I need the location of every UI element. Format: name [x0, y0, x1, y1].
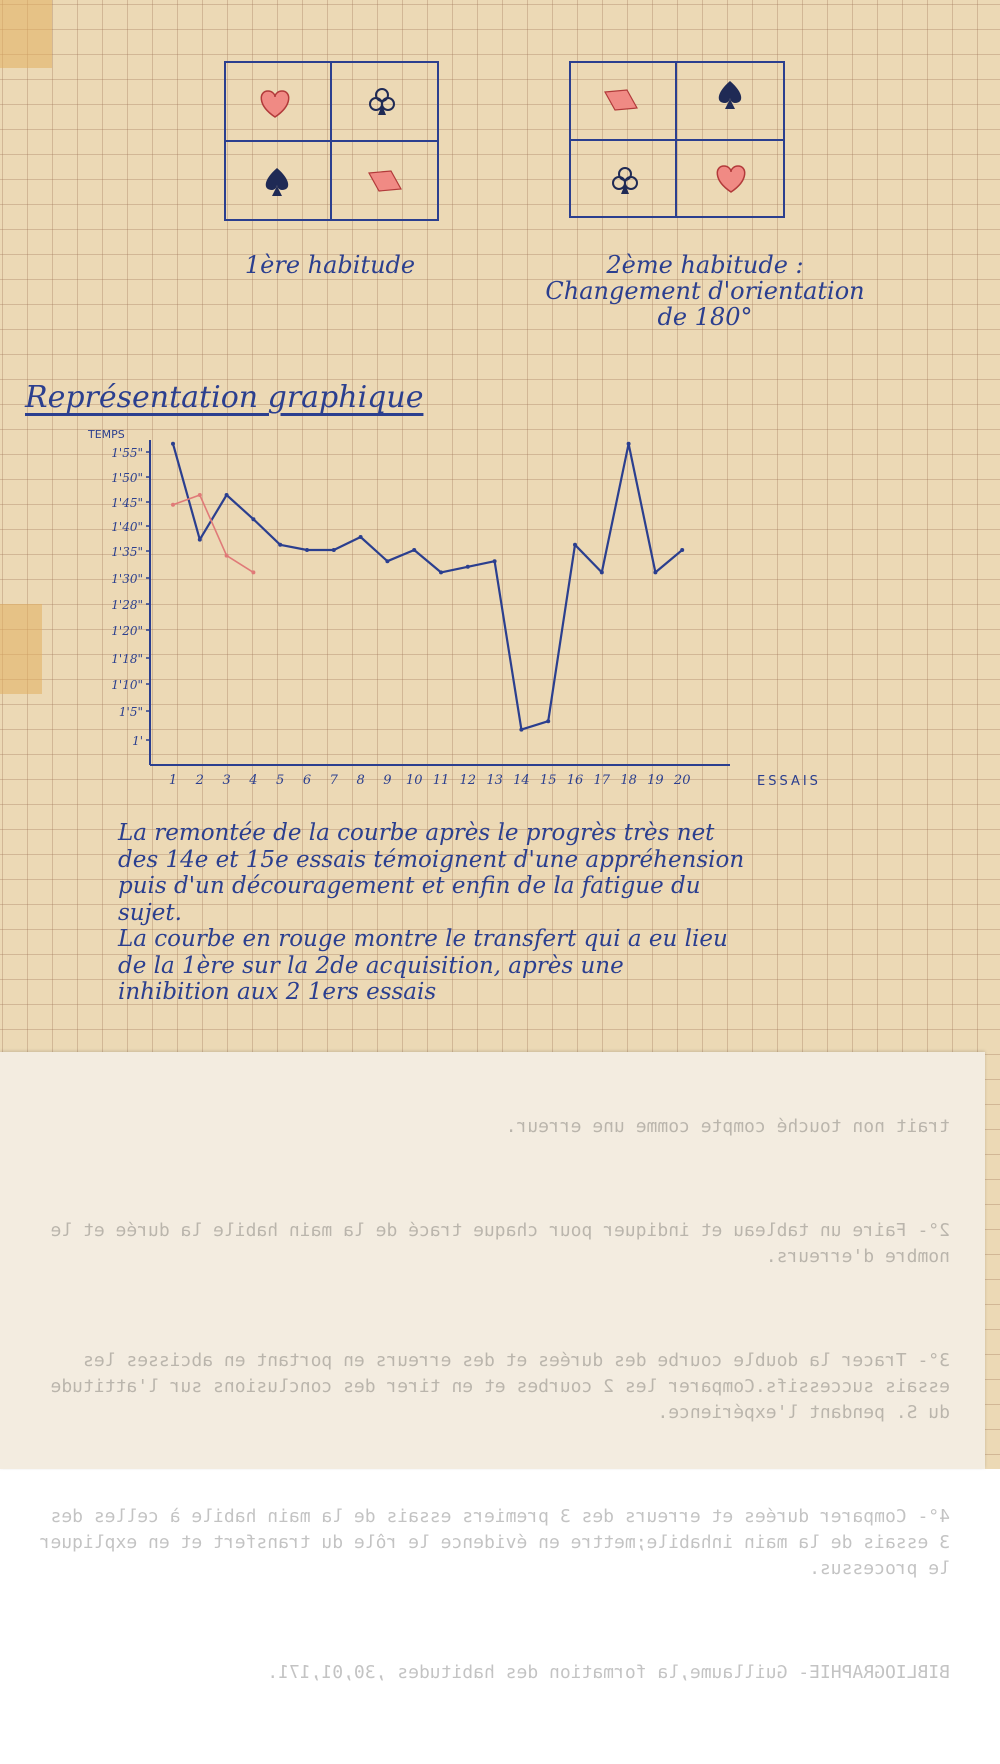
overlaid-typed-sheet — [0, 1052, 985, 1683]
data-point — [466, 565, 470, 569]
x-tick-label: 5 — [276, 773, 285, 788]
data-point — [519, 728, 523, 732]
x-tick-label: 2 — [195, 773, 204, 788]
comment-text — [118, 820, 968, 1006]
data-point — [546, 719, 550, 723]
data-point — [600, 570, 604, 574]
y-tick-label: 1'5" — [118, 705, 143, 719]
data-point — [225, 554, 229, 558]
habit2-orientation: Changement d'orientation — [545, 277, 865, 305]
comment-line: inhibition aux 2 1ers essais — [118, 979, 437, 1005]
x-tick-label: 19 — [647, 773, 664, 788]
mirrored-typed-text — [30, 1062, 950, 1764]
comment-line: sujet. — [118, 899, 182, 926]
data-point — [627, 442, 631, 446]
typed-line: BIBLIOGRAPHIE- Guillaume,la formation des habitudes ,30,01,171. — [267, 1662, 950, 1683]
typed-line: 3°- Tracer la double courbe des durées et des erreurs en portant en abcisses les essais successifs.Comparer les 2 courbes et en tirer des conclusions sur l'attitude du S. pendant l'expérience. — [39, 1350, 950, 1423]
typed-line: trait non touché compte comme une erreur. — [505, 1116, 950, 1137]
x-tick-label: 14 — [513, 773, 530, 788]
data-point — [198, 538, 202, 542]
data-point — [493, 559, 497, 563]
data-point — [653, 570, 657, 574]
y-tick-label: 1'50" — [111, 471, 143, 485]
x-tick-label: 17 — [593, 773, 611, 788]
x-tick-label: 15 — [539, 773, 557, 788]
data-point — [171, 503, 175, 507]
y-tick-label: 1'20" — [111, 624, 143, 638]
data-point — [439, 570, 443, 574]
section-title: Représentation graphique — [25, 380, 424, 415]
x-tick-label: 13 — [486, 773, 503, 788]
x-tick-label: 16 — [566, 773, 584, 788]
y-tick-label: 1'35" — [111, 545, 143, 559]
data-point — [359, 535, 363, 539]
y-tick-label: 1'45" — [111, 496, 143, 510]
x-tick-label: 1 — [168, 773, 178, 788]
data-point — [251, 517, 255, 521]
typed-line: 4°- Comparer durées et erreurs des 3 premiers essais de la main habile à celles des 3 essais de la main inhabile;mettre en évidence le rôle du transfert et en expliquer le processus. — [28, 1506, 950, 1579]
y-tick-label: 1'18" — [111, 652, 143, 666]
y-tick-label: 1'30" — [111, 572, 143, 586]
x-tick-label: 18 — [620, 773, 637, 788]
x-tick-label: 4 — [249, 773, 258, 788]
x-tick-label: 20 — [673, 773, 691, 788]
data-point — [332, 548, 336, 552]
x-axis-label: ESSAIS — [757, 774, 821, 789]
x-tick-label: 6 — [302, 773, 312, 788]
data-point — [171, 442, 175, 446]
comment-line: La remontée de la courbe après le progrès très net — [118, 820, 715, 846]
line-chart — [0, 0, 1000, 800]
x-tick-label: 12 — [459, 773, 477, 788]
x-tick-label: 8 — [356, 773, 365, 788]
data-point — [680, 548, 684, 552]
y-axis-label: TEMPS — [88, 428, 125, 441]
y-tick-label: 1'28" — [111, 598, 143, 612]
data-point — [278, 543, 282, 547]
y-tick-label: 1'40" — [111, 520, 143, 534]
y-tick-label: 1'55" — [111, 446, 143, 460]
data-point — [198, 493, 202, 497]
comment-line: des 14e et 15e essais témoignent d'une appréhension — [118, 846, 745, 873]
habit1-label: 1ère habitude — [244, 251, 416, 279]
x-tick-label: 3 — [222, 773, 231, 788]
x-tick-label: 10 — [405, 773, 423, 788]
data-point — [225, 493, 229, 497]
y-tick-label: 1'10" — [111, 678, 143, 692]
data-point — [385, 559, 389, 563]
x-tick-label: 9 — [383, 773, 392, 788]
data-point — [573, 543, 577, 547]
x-tick-label: 11 — [432, 773, 450, 788]
comment-line: de la 1ère sur la 2de acquisition, après une — [118, 952, 624, 979]
data-point — [412, 548, 416, 552]
x-tick-label: 7 — [329, 773, 338, 788]
habit2-label: 2ème habitude : — [606, 251, 804, 279]
data-point — [251, 570, 255, 574]
red-series-line — [173, 495, 253, 572]
comment-line: puis d'un découragement et enfin de la fatigue du — [118, 873, 701, 899]
typed-line: 2°- Faire un tableau et indiquer pour chaque tracé de la main habile la durée et le nombre d'erreurs. — [39, 1220, 950, 1267]
blue-series-line — [173, 444, 682, 730]
data-point — [305, 548, 309, 552]
y-tick-label: 1' — [132, 734, 143, 748]
habit2-degrees: de 180° — [657, 303, 753, 331]
comment-line: La courbe en rouge montre le transfert qui a eu lieu — [118, 926, 728, 952]
